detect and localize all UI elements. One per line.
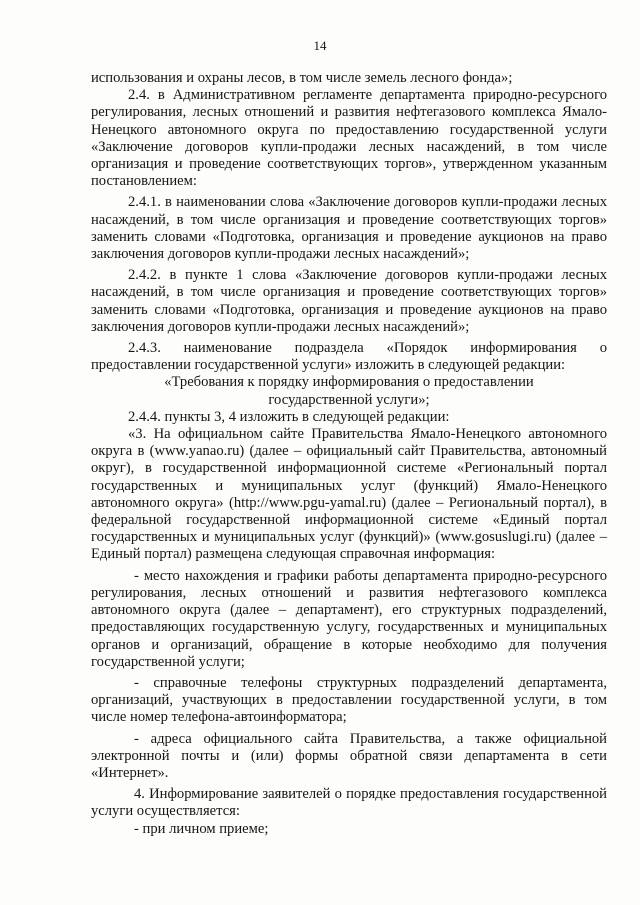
paragraph: 2.4.2. в пункте 1 слова «Заключение договоров купли-продажи лесных насаждений, в том числе организация и проведение соответствующих торгов» заменить словами «Подготовка, организация и проведение аукционов на право заключения договоров купли-продажи лесных насаждений»; (91, 267, 607, 335)
paragraph: «3. На официальном сайте Правительства Ямало-Ненецкого автономного округа в (www.yanao.ru) (далее – официальный сайт Правительства, автономный округ), в государственной информационной системе «Региональный портал государственных и муниципальных услуг (функций) Ямало-Ненецкого автономного округа» (http://www.pgu-yamal.ru) (далее – Региональный портал), в федеральной государственной информационной системе «Единый портал государственных и муниципальных услуг (функций)» (www.gosuslugi.ru) (далее – Единый портал) размещена следующая справочная информация: (91, 426, 607, 563)
paragraph: «Требования к порядку информирования о предоставлении государственной услуги»; (164, 374, 534, 408)
paragraph: 2.4.4. пункты 3, 4 изложить в следующей редакции: (128, 408, 450, 425)
paragraph: использования и охраны лесов, в том числе земель лесного фонда»; (91, 70, 513, 86)
page-number: 14 (313, 38, 327, 53)
paragraph: - при личном приеме; (134, 820, 269, 837)
paragraph: 4. Информирование заявителей о порядке предоставления государственной услуги осуществляется: (91, 786, 607, 820)
paragraph: 2.4.3. наименование подраздела «Порядок информирования о предоставлении государственной услуги» изложить в следующей редакции: (91, 340, 607, 374)
paragraph: 2.4. в Административном регламенте департамента природно-ресурсного регулирования, лесных отношений и развития нефтегазового комплекса Ямало-Ненецкого автономного округа по предоставлению государственной услуги «Заключение договоров купли-продажи лесных насаждений, в том числе организация и проведение соответствующих торгов», утвержденном указанным постановлением: (91, 87, 607, 190)
paragraph: - справочные телефоны структурных подразделений департамента, организаций, участвующих в предоставлении государственной услуги, в том числе номер телефона-автоинформатора; (91, 674, 607, 726)
paragraph: - место нахождения и графики работы департамента природно-ресурсного регулирования, лесных отношений и развития нефтегазового комплекса автономного округа (далее – департамент), его структурных подразделений, предоставляющих государственную услугу, государственных и муниципальных органов и организаций, обращение в которые необходимо для получения государственной услуги; (91, 567, 607, 670)
paragraph: - адреса официального сайта Правительства, а также официальной электронной почты и (или) формы обратной связи департамента в сети «Интернет». (91, 730, 607, 781)
document-body (91, 70, 607, 838)
paragraph: 2.4.1. в наименовании слова «Заключение договоров купли-продажи лесных насаждений, в том числе организация и проведение соответствующих торгов» заменить словами «Подготовка, организация и проведение аукционов на право заключения договоров купли-продажи лесных насаждений»; (91, 194, 607, 263)
